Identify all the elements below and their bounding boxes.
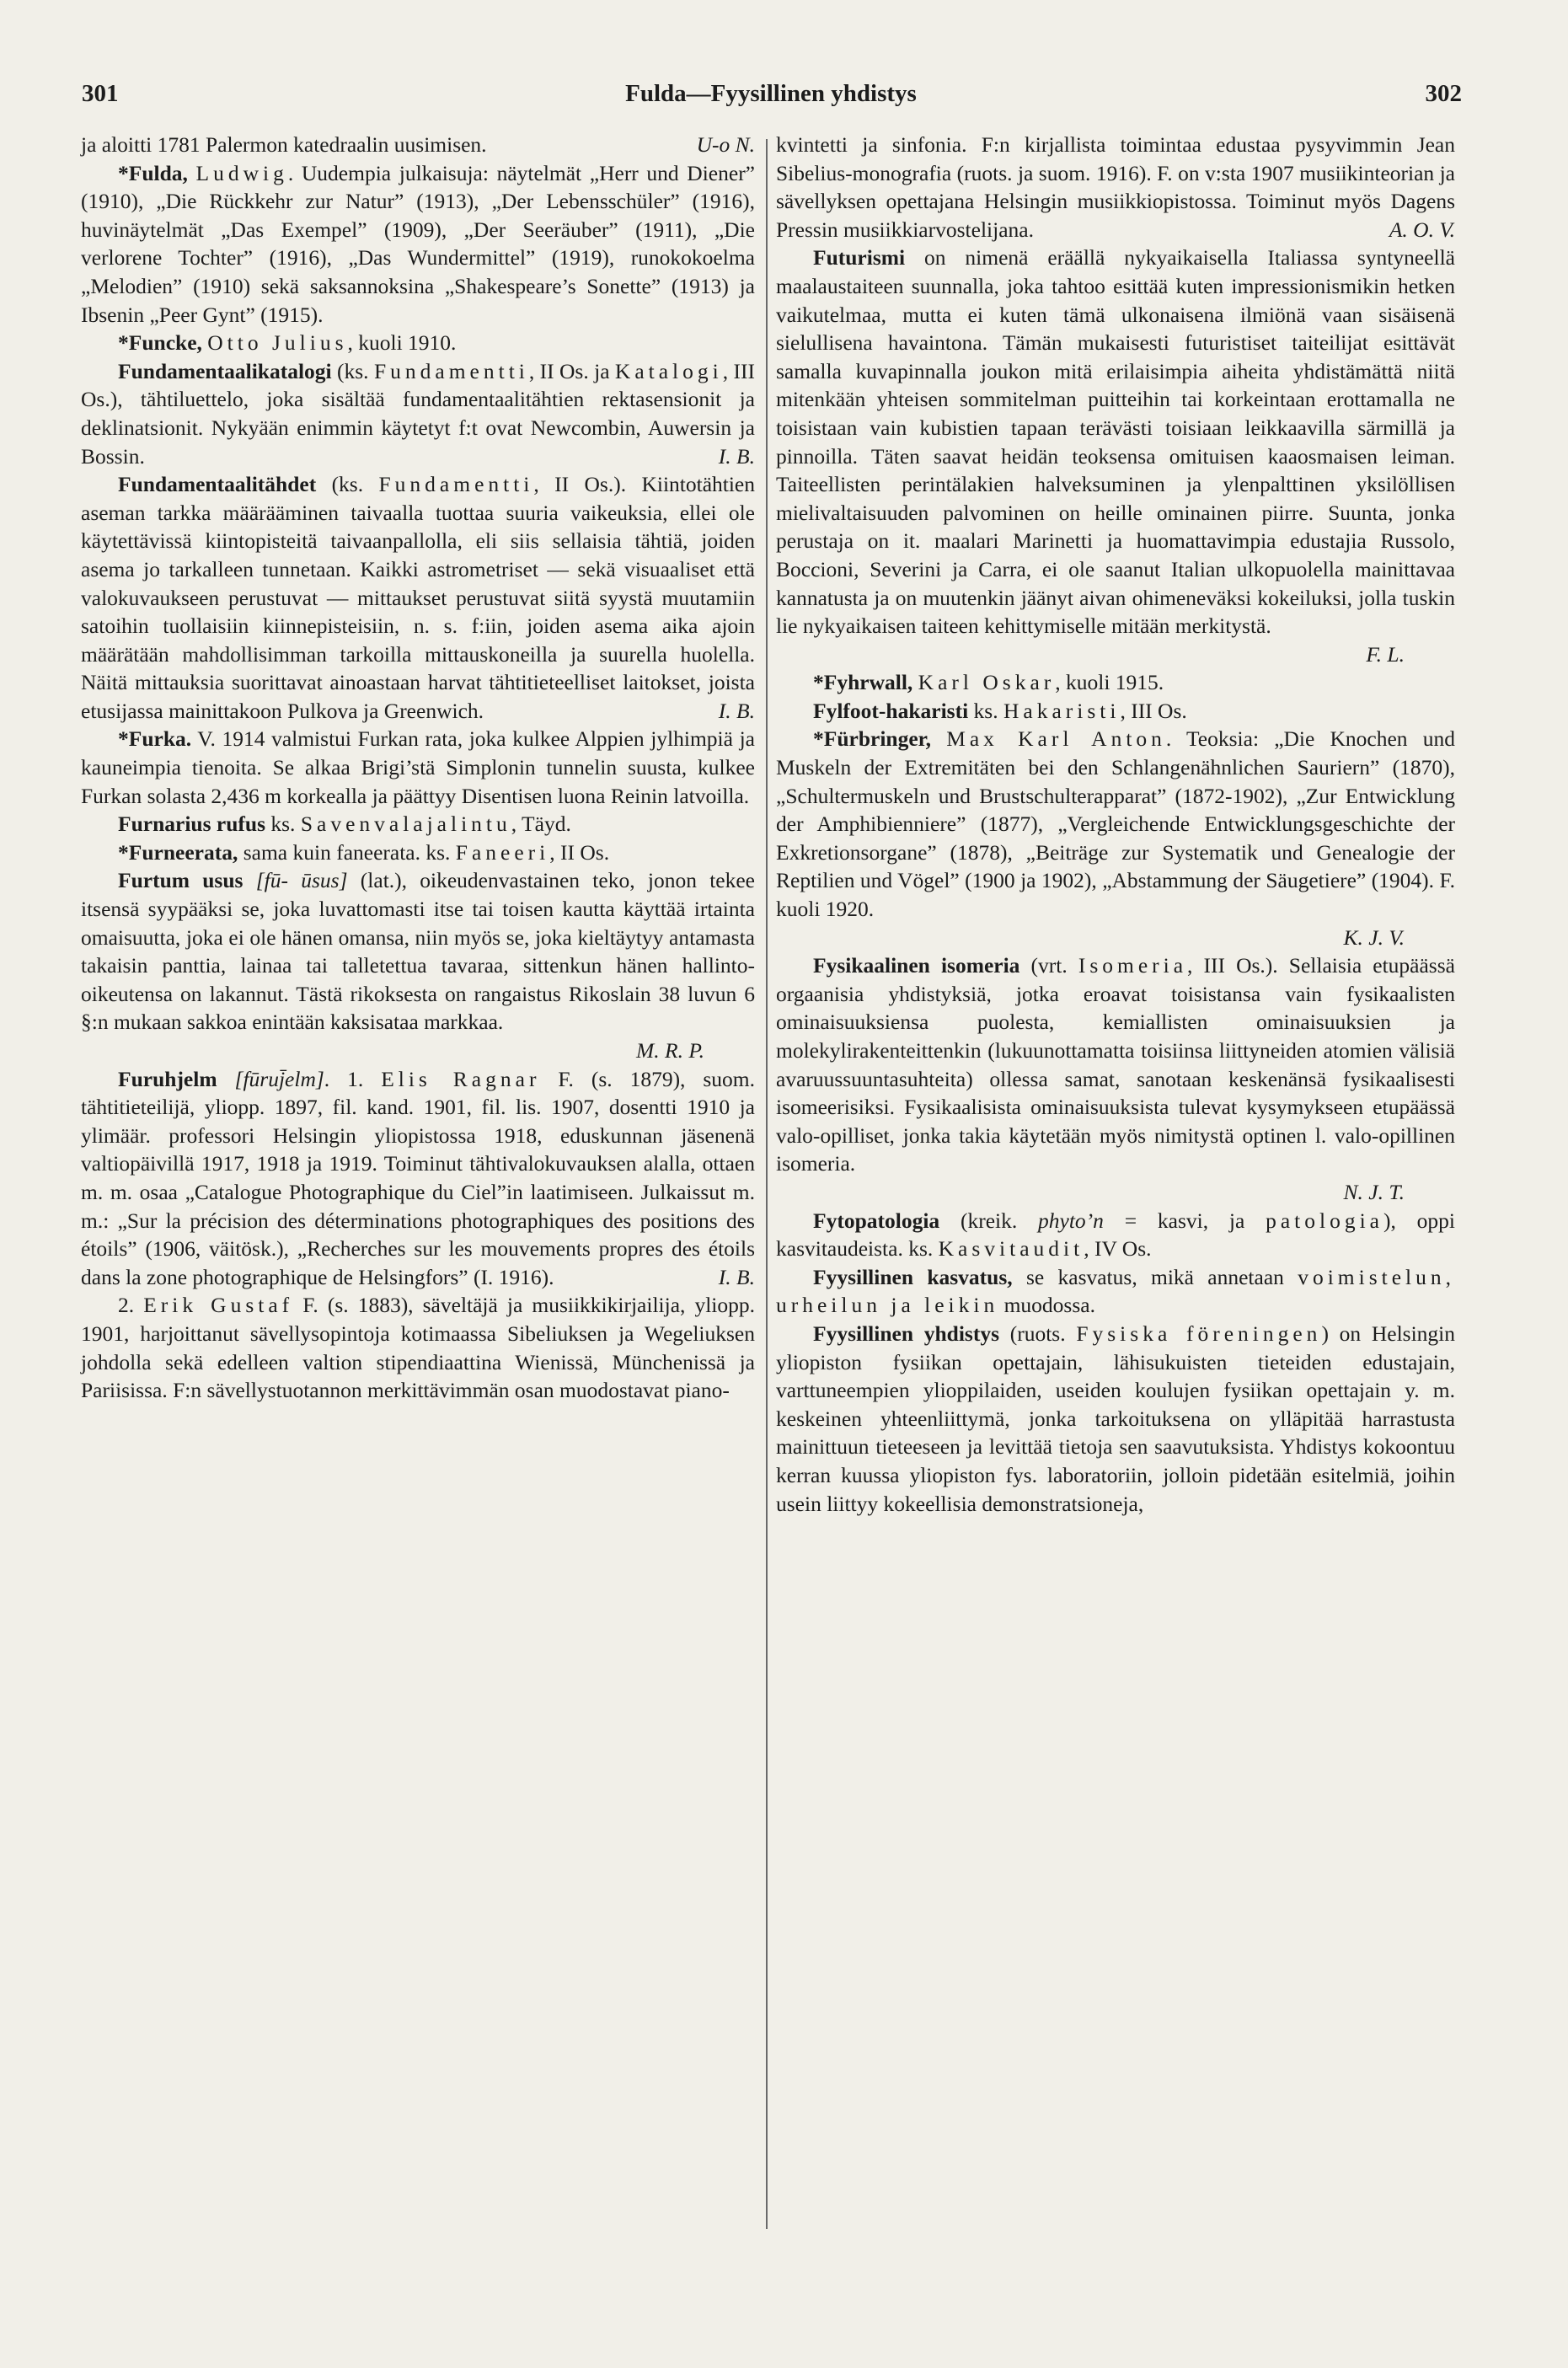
entry-text: Fundamentti xyxy=(373,358,529,383)
entry-text: (ks. xyxy=(316,472,379,497)
entry-text: Elis Ragnar xyxy=(381,1066,541,1091)
entry-text: Fysiska föreningen xyxy=(1076,1321,1322,1346)
entry-text: Faneeri xyxy=(455,839,550,865)
article-entry xyxy=(776,131,1455,244)
author-signature: I. B. xyxy=(718,443,755,469)
entry-text: Savenvalajalintu xyxy=(300,812,511,837)
article-entry xyxy=(81,725,755,810)
entry-text: (ruots. xyxy=(999,1321,1077,1346)
entry-text: , kuoli 1910. xyxy=(347,330,457,356)
author-signature: F. L. xyxy=(1366,641,1405,667)
article-entry xyxy=(81,810,755,838)
entry-text: Ludwig xyxy=(195,160,288,185)
entry-text: . Teoksia: „Die Knochen und Muskeln der Extremitäten bei den Schlangenähnlichen Sauriern” (1870), „Schultermuskeln und Brustschulterapparat” (1872-1902), „Zur Entwicklung der Amphibienniere” (1877), „Vergleichende Entwicklungsgeschichte der Exkretionsorgane” (1878), „Beiträge zur Systematik und Genealogie der Reptilien und Vögel” (1900 ja 1902), „Abstammung der Säugetiere” (1904). F. kuoli 1920. xyxy=(776,726,1455,922)
author-signature: I. B. xyxy=(718,1264,755,1289)
entry-text: voimistelun, urheilun ja leikin xyxy=(776,1264,1455,1318)
entry-text: F. (s. 1883), säveltäjä ja musiikkikirjailija, yliopp. 1901, harjoittanut sävellysopintoja kotimaassa Sibeliuksen ja Wegeliuksen johdolla sekä edelleen valtion stipendiaattina Wienissä, Münchenissä ja Pariisissa. F:n sävellystuotannon merkittävimmän osan muodostavat piano- xyxy=(81,1293,756,1403)
entry-text: Fundamentti xyxy=(378,472,534,497)
author-signature: I. B. xyxy=(718,698,755,723)
headword: Fyysillinen yhdistys xyxy=(813,1321,1000,1346)
entry-text: se kasvatus, mikä annetaan xyxy=(1012,1264,1298,1289)
entry-text: . 1. xyxy=(324,1066,382,1091)
entry-text xyxy=(243,868,255,892)
entry-text: = kasvi, ja xyxy=(1103,1208,1266,1233)
entry-text: Otto Julius xyxy=(207,330,348,356)
running-header xyxy=(80,80,1462,122)
author-signature: M. R. P. xyxy=(636,1038,704,1063)
entry-text: Karl Oskar xyxy=(918,670,1056,695)
entry-text: . Uudempia julkaisuja: näytelmät „Herr und Diener” (1910), „Die Rückkehr zur Natur” (1913), „Der Lebensschüler” (1916), huvinäytelmät „Das Exempel” (1909), „Der Seeräuber” (1911), „Die verlorene Tochter” (1916), „Das Wundermittel” (1919), runokokoelma „Melodien” (1910) sekä saksannoksina „Shakespeare’s Sonette” (1913) ja Ibsenin „Peer Gynt” (1915). xyxy=(81,160,756,327)
article-entry xyxy=(81,1291,755,1404)
article-entry xyxy=(776,244,1455,668)
entry-text: [fū- ūsus] xyxy=(255,868,348,893)
headword: Furnarius rufus xyxy=(118,812,265,837)
article-entry xyxy=(81,838,755,867)
entry-text: ) on Helsingin yliopiston fysiikan opettajain, lähisukuisten tieteiden edustajain, varttuneempien ylioppilaiden, useiden koulujen fysiikan opettajain y. m. keskeinen yhteenliittymä, jonka tarkoituksena on ylläpitää harrastusta mainittuun tieteeseen ja levittää tietoja sen saavutuksista. Yhdistys kokoontuu kerran kuussa yliopiston fys. laboratoriin, jolloin pidetään esitelmiä, joihin usein liittyy kokeellisia demonstratsioneja, xyxy=(776,1321,1456,1516)
entry-text: Kasvitaudit xyxy=(938,1236,1084,1262)
article-entry xyxy=(81,470,755,725)
entry-text: Katalogi xyxy=(614,358,723,383)
left-column xyxy=(81,131,755,1405)
article-entry xyxy=(81,1065,755,1292)
headword: *Funcke, xyxy=(118,330,202,356)
entry-text: ), oppi kasvitaudeista. ks. xyxy=(776,1208,1455,1262)
headword: Fundamentaalitähdet xyxy=(118,472,317,497)
right-column xyxy=(776,131,1455,1518)
article-entry xyxy=(81,131,755,159)
entry-text: ks. xyxy=(265,812,301,837)
entry-text xyxy=(188,161,196,185)
entry-text: kvintetti ja sinfonia. F:n kirjallista toimintaa edustaa pysyvimmin Jean Sibelius-monografia (ruots. ja suom. 1916). F. on v:sta 1907 musiikinteorian ja sävellyksen opettajana Helsingin musiikkiopistossa. Toiminut myös Dagens Pressin musiikkiarvostelijana. xyxy=(776,132,1455,242)
entry-text xyxy=(931,726,946,751)
article-entry xyxy=(81,329,755,357)
headword: *Fürbringer, xyxy=(813,726,932,752)
entry-text: Isomeria xyxy=(1078,953,1188,978)
entry-text: , III Os. xyxy=(1120,698,1187,723)
article-entry xyxy=(776,1207,1455,1263)
article-entry xyxy=(776,1320,1455,1518)
headword: *Furka. xyxy=(118,726,192,752)
headword: *Fulda, xyxy=(118,160,188,185)
entry-text: patologia xyxy=(1266,1208,1383,1233)
author-signature: N. J. T. xyxy=(1343,1179,1405,1204)
entry-text: V. 1914 valmistui Furkan rata, joka kulkee Alppien jylhimpiä ja kauneimpia tienoita. Se alkaa Brigi’stä Simplonin tunnelin suusta, kulkee Furkan solasta 2,436 m korkealla ja päättyy Disentisen luona Reinin latvoilla. xyxy=(81,726,755,808)
headword: Fyysillinen kasvatus, xyxy=(813,1264,1013,1289)
entry-text: , III Os.), tähtiluettelo, joka sisältää fundamentaalitähtien rektasensionit ja deklinatsionit. Nykyään enimmin käytetyt f:t ovat Newcombin, Auwersin ja Bossin. xyxy=(81,358,755,469)
entry-text: Hakaristi xyxy=(1003,698,1121,723)
entry-text: , Täyd. xyxy=(511,812,571,837)
headword: Fytopatologia xyxy=(813,1208,940,1233)
headword: Futurismi xyxy=(813,245,906,271)
page-number-right: 302 xyxy=(1425,80,1462,107)
entry-text: , III Os.). Sellaisia etupäässä orgaanisia yhdistyksiä, jotka eroavat toisistansa vain fysikaalisten ominaisuuksiensa puolesta, kemiallisten ominaisuuksien ja molekylirakenteittenkin (lukuunottamatta toisiinsa liittyneiden atomien välisiä avaruussuuntasuhteita) ollessa samat, sanotaan keskenänsä fysikaalisesti isomeerisiksi. Fysikaalisista ominaisuuksista tulevat kysymykseen etupäässä valo-opilliset, jonka takia käytetään myös nimitystä optinen l. valo-opillinen isomeria. xyxy=(776,953,1455,1176)
entry-text xyxy=(217,1067,235,1091)
entry-text: Max Karl Anton xyxy=(946,726,1166,752)
entry-text: , kuoli 1915. xyxy=(1055,670,1164,695)
entry-text: , II Os. ja xyxy=(528,358,615,383)
entry-text: ja aloitti 1781 Palermon katedraalin uusimisen. xyxy=(81,132,487,157)
article-entry xyxy=(776,697,1455,726)
entry-text: (vrt. xyxy=(1019,953,1078,978)
running-title: Fulda—Fyysillinen yhdistys xyxy=(625,80,917,107)
entry-text: [fūruj̄elm] xyxy=(234,1066,324,1091)
article-entry xyxy=(81,866,755,1064)
page-number-left: 301 xyxy=(82,80,119,107)
headword: *Fyhrwall, xyxy=(813,670,913,695)
entry-text: sama kuin faneerata. ks. xyxy=(238,839,456,865)
author-signature: A. O. V. xyxy=(1389,217,1455,242)
headword: Fysikaalinen isomeria xyxy=(813,953,1020,978)
headword: Furtum usus xyxy=(118,868,243,893)
entry-text: on nimenä eräällä nykyaikaisella Italiassa syntyneellä maalaustaiteen suunnalla, joka tahtoo esittää kuten impressionismikin hetken vaikutelmaa, mutta ei kuten tämä ulkonaisena ilmiönä vaan sisäisenä sielullisena havaintona. Tämän mukaisesti futuristiset taiteilijat esittävät samalla kuvapinnalla joukon mitä erilaisimpia aiheita yhdistämättä niitä mitenkään yhteisen sommitelman puitteihin tai korkeintaan erottamalla ne toisistaan vain kubistien tapaan terävästi toisiaan leikkaavilla särmillä ja pinnoilla. Täten saavat heidän teoksensa omituisen kaaosmaisen leiman. Taiteellisten perintälakien halveksuminen ja ylenpalttinen yksilöllisen mielivaltaisuuden palvominen on heille ominainen piirre. Suunta, jonka perustaja on it. maalari Marinetti ja huomattavimpia edustajia Russolo, Boccioni, Severini ja Carra, ei ole saanut Italian ulkopuolella mainittavaa kannatusta ja on muutenkin jäänyt aivan ohimeneväksi kokeiluksi, jolla tuskin lie nykyaikaisen taiteen kehittymiselle mitään merkitystä. xyxy=(776,245,1455,639)
article-entry xyxy=(776,951,1455,1206)
entry-text: , II Os. xyxy=(549,839,610,865)
headword: Furuhjelm xyxy=(118,1066,217,1091)
entry-text: , IV Os. xyxy=(1084,1236,1152,1262)
headword: *Furneerata, xyxy=(118,839,238,865)
entry-text: ks. xyxy=(968,698,1003,723)
headword: Fundamentaalikatalogi xyxy=(118,358,332,383)
entry-text: (lat.), oikeudenvastainen teko, jonon tekee itsensä syypääksi se, joka luvattomasti itse tai toisen kautta käyttää irtainta omaisuutta, joka ei ole hänen omansa, niin myös se, joka kieltäytyy antamasta takaisin panttia, lainaa tai talletettua tavaraa, sittenkun hänen hallinto-oikeutensa on lakannut. Tästä rikoksesta on rangaistus Rikoslain 38 luvun 6 §:n mukaan sakkoa enintään kaksisataa markkaa. xyxy=(81,868,755,1035)
column-divider xyxy=(766,139,768,2229)
entry-text: muodossa. xyxy=(998,1293,1095,1318)
article-entry xyxy=(776,1263,1455,1320)
entry-text: (ks. xyxy=(331,358,374,383)
entry-text: , II Os.). Kiintotähtien aseman tarkka määrääminen taivaalla tuottaa suuria vaikeuksia, ellei ole käytettävissä kiintopisteitä taivaanpallolla, eli siis sellaisia tähtiä, joiden asema jo tarkalleen tunnetaan. Kaikki astrometriset — sekä visuaaliset että valokuvaukseen perustuvat — mittaukset perustuvat siitä syystä muutamiin satoihin tuollaisiin kiinnepisteisiin, n. s. f:iin, joiden asema aika ajoin määrätään mahdollisimman tarkoilla mittauskoneilla ja suurella huolella. Näitä mittauksia suorittavat ainoastaan harvat tähtitieteelliset laitokset, joista etusijassa mainittakoon Pulkova ja Greenwich. xyxy=(81,472,756,723)
article-entry xyxy=(776,668,1455,697)
author-signature: U-o N. xyxy=(696,132,755,157)
entry-text: phyto’n xyxy=(1038,1208,1104,1233)
article-entry xyxy=(81,159,755,329)
author-signature: K. J. V. xyxy=(1343,924,1405,950)
entry-text: Erik Gustaf xyxy=(143,1293,294,1318)
article-entry xyxy=(776,725,1455,951)
entry-text: F. (s. 1879), suom. tähtitieteilijä, yliopp. 1897, fil. kand. 1901, fil. lis. 1907, dosentti 1910 ja ylimäär. professori Helsingin yliopistossa 1918, eduskunnan jäsenenä valtiopäivillä 1917, 1918 ja 1919. Toiminut tähtivalokuvauksen alalla, ottaen m. m. osaa „Catalogue Photographique du Ciel”in laatimiseen. Julkaissut m. m.: „Sur la précision des déterminations photographiques des positions des étoils” (1906, väitösk.), „Recherches sur les mouvements propres des étoils dans la zone photographique de Helsingfors” (I. 1916). xyxy=(81,1066,756,1289)
entry-text: 2. xyxy=(118,1293,144,1318)
article-entry xyxy=(81,357,755,470)
headword: Fylfoot-hakaristi xyxy=(813,698,969,723)
entry-text: (kreik. xyxy=(939,1208,1039,1233)
